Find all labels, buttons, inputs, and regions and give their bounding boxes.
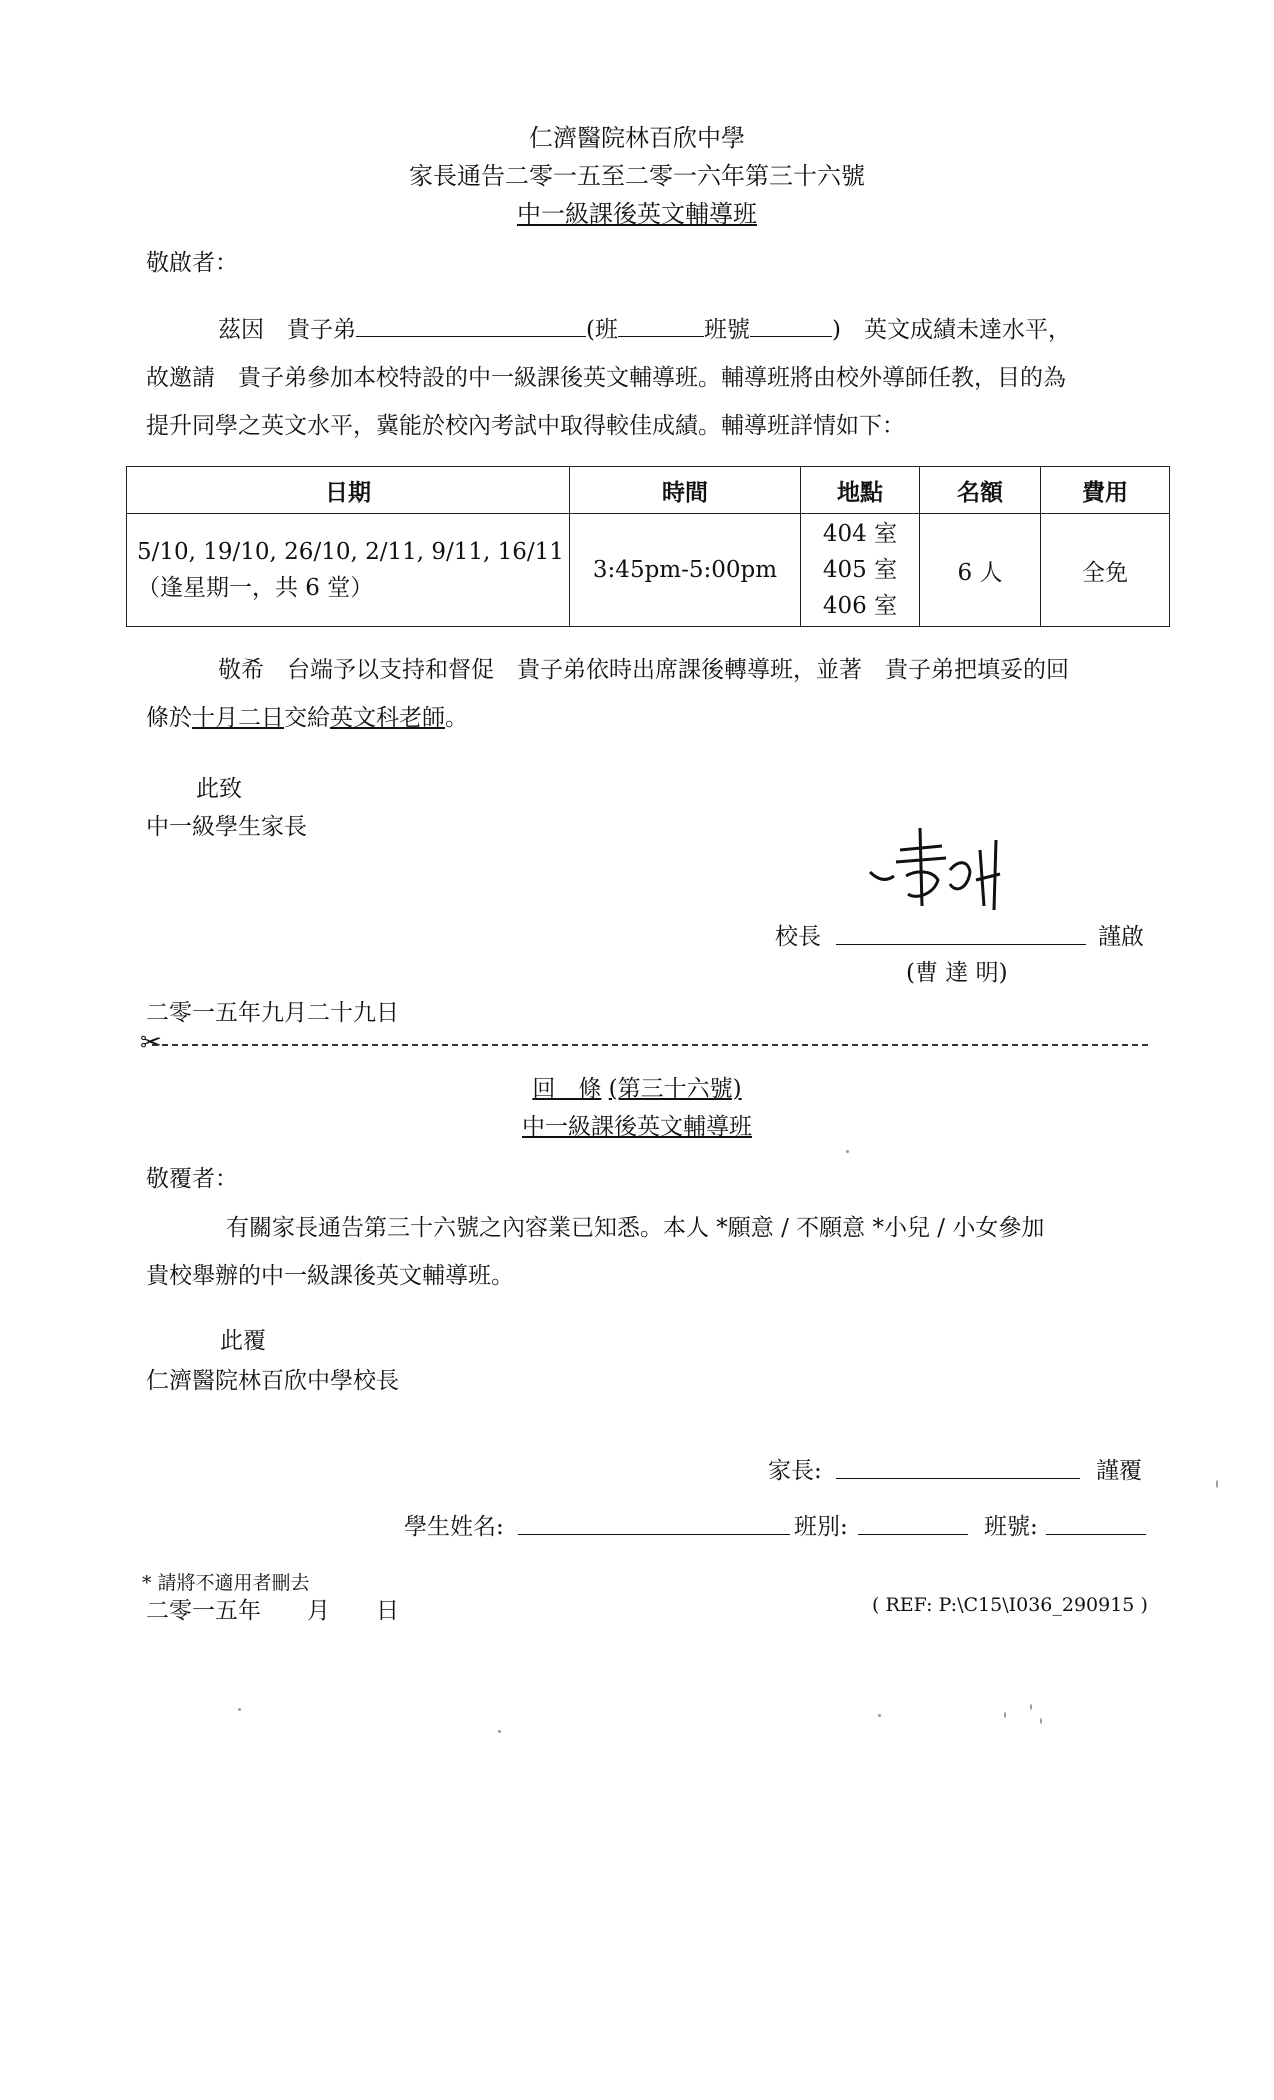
header-quota: 名額 (920, 467, 1041, 514)
parent-label: 家長: (768, 1458, 822, 1484)
letter-date: 二零一五年九月二十九日 (146, 1000, 399, 1026)
p1-text-c: 班號 (703, 317, 750, 343)
p1-text-d: ) 英文成績未達水平， (831, 317, 1071, 343)
schedule-table (126, 466, 1170, 627)
school-name: 仁濟醫院林百欣中學 (529, 124, 745, 152)
reply-title-a: 回 條 (532, 1076, 602, 1102)
paragraph-2-line-2 (146, 694, 1176, 742)
class-number-field[interactable] (1046, 1534, 1146, 1535)
header-location: 地點 (801, 467, 920, 514)
cell-quota: 6 人 (920, 514, 1041, 627)
paragraph-2-line-1: 敬希 台端予以支持和督促 貴子弟依時出席課後轉導班，並著 貴子弟把填妥的回 (218, 657, 1069, 683)
reply-recipient: 仁濟醫院林百欣中學校長 (146, 1368, 399, 1394)
table-header-row (127, 467, 1170, 514)
cell-fee: 全免 (1041, 514, 1170, 627)
table-row (127, 514, 1170, 627)
paragraph-1-line-1 (146, 306, 1176, 354)
reference-code: ( REF: P:\C15\I036_290915 ) (872, 1594, 1148, 1616)
dates-line-2: （逢星期一，共 6 堂） (137, 575, 374, 601)
paragraph-2 (146, 646, 1176, 742)
footnote: * 請將不適用者刪去 (142, 1572, 310, 1594)
student-name-label: 學生姓名: (404, 1514, 504, 1540)
room-3: 406 室 (822, 593, 898, 619)
room-2: 405 室 (822, 557, 898, 583)
reply-body-line-1: 有關家長通告第三十六號之內容業已知悉。本人 *願意 / 不願意 *小兒 / 小女參加 (226, 1215, 1045, 1241)
principal-name: (曹 達 明) (906, 960, 1008, 986)
reply-body-line-2: 貴校舉辦的中一級課後英文輔導班。 (146, 1263, 514, 1289)
reply-subject: 中一級課後英文輔導班 (522, 1114, 752, 1140)
class-number-blank (750, 314, 832, 337)
principal-label: 校長 (775, 924, 821, 950)
scan-speck (238, 1708, 241, 1711)
scan-speck (1004, 1712, 1006, 1718)
paragraph-1-line-2: 故邀請 貴子弟參加本校特設的中一級課後英文輔導班。輔導班將由校外導師任教，目的為 (146, 365, 1066, 391)
reply-salutation: 敬覆者： (146, 1166, 238, 1192)
parent-end: 謹覆 (1096, 1458, 1142, 1484)
reply-subject-wrap (0, 1108, 1274, 1141)
notice-subject-wrap (0, 194, 1274, 229)
scissors-icon: ✂ (140, 1028, 162, 1058)
reply-title (0, 1070, 1274, 1103)
dates-line-1: 5/10, 19/10, 26/10, 2/11, 9/11, 16/11 (137, 539, 564, 565)
p2-text-c: 。 (445, 705, 468, 731)
cut-line (152, 1044, 1148, 1046)
p2-text-a: 條於 (146, 705, 192, 731)
room-1: 404 室 (822, 521, 898, 547)
scan-speck (846, 1150, 849, 1153)
notice-subject: 中一級課後英文輔導班 (517, 200, 757, 228)
scan-speck (498, 1730, 501, 1733)
parent-signature-field[interactable] (836, 1478, 1080, 1479)
reply-body (146, 1204, 1176, 1300)
notice-number: 家長通告二零一五至二零一六年第三十六號 (409, 162, 865, 190)
class-label: 班別: (794, 1514, 848, 1540)
class-number-label: 班號: (984, 1514, 1038, 1540)
scan-speck (1040, 1718, 1042, 1724)
return-date: 十月二日 (192, 705, 284, 731)
reply-closing: 此覆 (220, 1328, 266, 1354)
cell-time: 3:45pm-5:00pm (570, 514, 801, 627)
cell-rooms (801, 514, 920, 627)
class-blank (618, 314, 704, 337)
scan-speck (1030, 1704, 1032, 1710)
closing: 此致 (196, 776, 242, 802)
student-name-field[interactable] (518, 1534, 790, 1535)
return-teacher: 英文科老師 (330, 705, 445, 731)
reply-date: 二零一五年 月 日 (146, 1598, 399, 1624)
signature (850, 810, 1030, 920)
p2-text-b: 交給 (284, 705, 330, 731)
signature-line (836, 944, 1086, 945)
p1-text-b: (班 (586, 317, 618, 343)
student-name-blank (356, 314, 586, 337)
header-date: 日期 (127, 467, 570, 514)
class-field[interactable] (858, 1534, 968, 1535)
scan-speck (1216, 1480, 1218, 1488)
salutation: 敬啟者： (146, 250, 238, 276)
header-fee: 費用 (1041, 467, 1170, 514)
header-time: 時間 (570, 467, 801, 514)
scan-speck (878, 1714, 881, 1717)
cell-dates (127, 514, 570, 627)
p1-text-a: 茲因 貴子弟 (218, 317, 356, 343)
paragraph-1-line-3: 提升同學之英文水平，冀能於校內考試中取得較佳成績。輔導班詳情如下： (146, 413, 905, 439)
recipient: 中一級學生家長 (146, 814, 307, 840)
reply-title-b: (第三十六號) (608, 1076, 742, 1102)
respectfully: 謹啟 (1098, 924, 1144, 950)
paragraph-1 (146, 306, 1176, 450)
